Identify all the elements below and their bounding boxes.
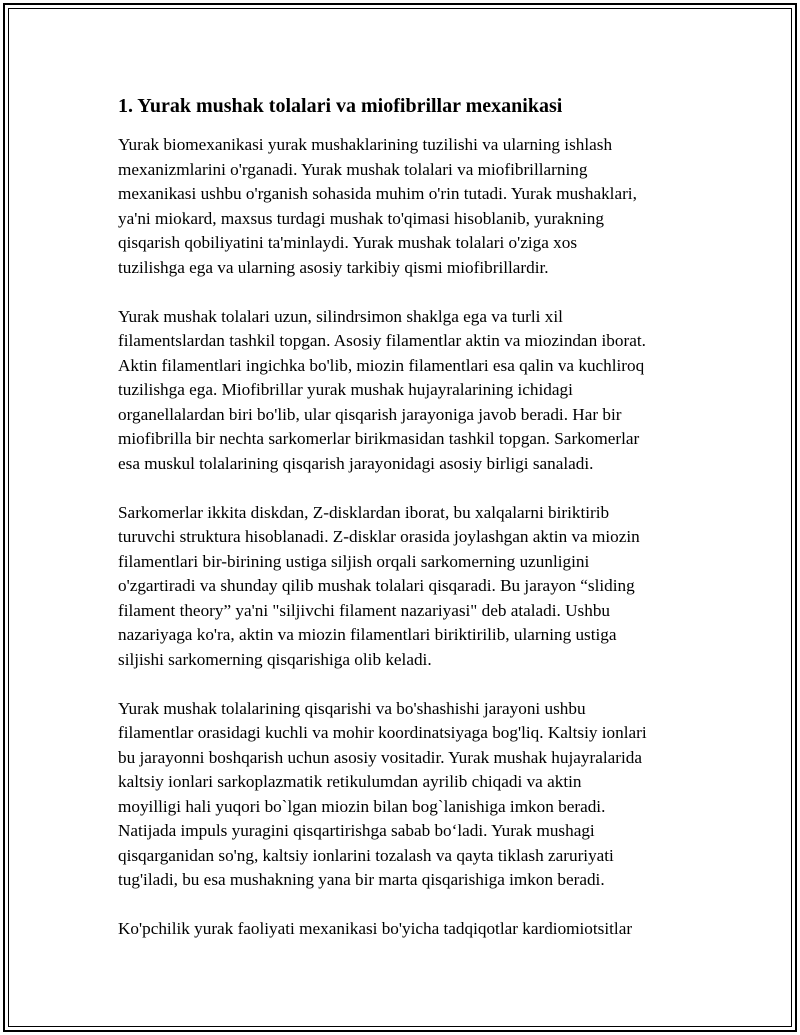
paragraph-2: Yurak mushak tolalari uzun, silindrsimon shaklga ega va turli xil filamentslardan tashkil topgan. Asosiy filamentlar aktin va miozindan iborat. Aktin filamentlari ingichka bo'lib, miozin filamentlari esa qalin va kuchliroq tuzilishga ega. Miofibrillar yurak mushak hujayralarining ichidagi organellalardan biri bo'lib, ular qisqarish jarayoniga javob beradi. Har bir miofibrilla bir nechta sarkomerlar birikmasidan tashkil topgan. Sarkomerlar esa muskul tolalarining qisqarish jarayonidagi asosiy birligi sanaladi. [118,306,646,473]
paragraph-5: Ko'pchilik yurak faoliyati mexanikasi bo'yicha tadqiqotlar kardiomiotsitlar [118,919,633,938]
document-body [118,92,694,942]
paragraph-3: Sarkomerlar ikkita diskdan, Z-disklardan iborat, bu xalqalarni biriktirib turuvchi struktura hisoblanadi. Z-disklar orasida joylashgan aktin va miozin filamentlari bir-birining ustiga siljish orqali sarkomerning uzunligini o'zgartiradi va shunday qilib mushak tolalari qisqaradi. Bu jarayon “sliding filament theory” ya'ni "siljivchi filament nazariyasi" deb ataladi. Ushbu nazariyaga ko'ra, aktin va miozin filamentlari biriktirilib, ularning ustiga siljishi sarkomerning qisqarishiga olib keladi. [118,502,640,669]
paragraph-1: Yurak biomexanikasi yurak mushaklarining tuzilishi va ularning ishlash mexanizmlarini o'rganadi. Yurak mushak tolalari va miofibrillarning mexanikasi ushbu o'rganish sohasida muhim o'rin tutadi. Yurak mushaklari, ya'ni miokard, maxsus turdagi mushak to'qimasi hisoblanib, yurakning qisqarish qobiliyatini ta'minlaydi. Yurak mushak tolalari o'ziga xos tuzilishga ega va ularning asosiy tarkibiy qismi miofibrillardir. [118,135,637,277]
section-title: 1. Yurak mushak tolalari va miofibrillar mexanikasi [118,95,563,117]
paragraph-4: Yurak mushak tolalarining qisqarishi va bo'shashishi jarayoni ushbu filamentlar orasidagi kuchli va mohir koordinatsiyaga bog'liq. Kaltsiy ionlari bu jarayonni boshqarish uchun asosiy vositadir. Yurak mushak hujayralarida kaltsiy ionlari sarkoplazmatik retikulumdan ayrilib chiqadi va aktin moyilligi hali yuqori bo`lgan miozin bilan bog`lanishiga imkon beradi. Natijada impuls yuragini qisqartirishga sabab bo‘ladi. Yurak mushagi qisqarganidan so'ng, kaltsiy ionlarini tozalash va qayta tiklash zaruriyati tug'iladi, bu esa mushakning yana bir marta qisqarishiga imkon beradi. [118,698,647,889]
